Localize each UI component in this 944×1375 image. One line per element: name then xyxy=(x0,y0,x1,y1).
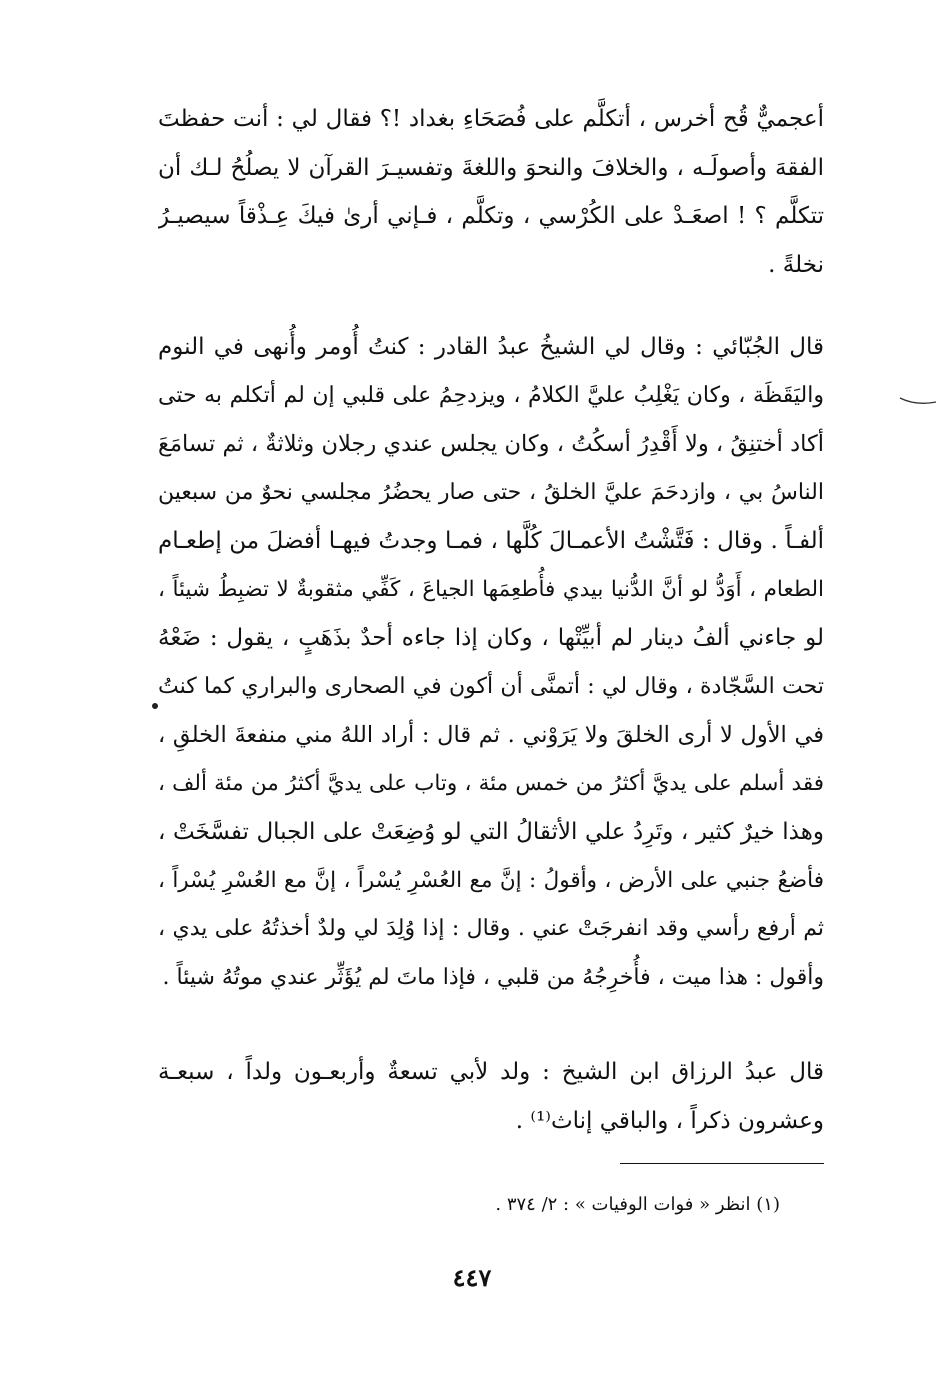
text-line: قال الجُبّائي : وقال لي الشيخُ عبدُ القادر : كنتُ أُومر وأُنهى في النوم xyxy=(158,334,824,360)
text-line: ثم أرفع رأسي وقد انفرجَتْ عني . وقال : إذا وُلِدَ لي ولدٌ أخذتُهُ على يدي ، xyxy=(158,916,824,941)
page-number: ٤٤٧ xyxy=(452,1263,492,1292)
text-line: الفقهَ وأصولَـه ، والخلافَ والنحوَ واللغةَ وتفسيـرَ القرآن لا يصلُحُ لـك أن xyxy=(158,154,824,181)
text-line: فأضعُ جنبي على الأرض ، وأقولُ : إنَّ مع العُسْرِ يُسْراً ، إنَّ مع العُسْرِ يُسْراً ، xyxy=(158,867,824,893)
text-line: واليَقَظَة ، وكان يَغْلِبُ عليَّ الكلامُ ، ويزدحِمُ على قلبي إن لم أتكلم به حتى xyxy=(158,382,824,408)
paragraph-1 xyxy=(158,95,824,289)
text-line: تحت السَّجّادة ، وقال لي : أتمنَّى أن أكون في الصحارى والبراري كما كنتُ xyxy=(158,673,824,699)
text-line: قال عبدُ الرزاق ابن الشيخ : ولد لأبي تسعةٌ وأربعـون ولداً ، سبعـة xyxy=(158,1059,824,1085)
margin-dot-mark xyxy=(152,703,158,709)
paragraph-3 xyxy=(158,1048,824,1145)
text-line: فقد أسلم على يديَّ أكثرُ من خمس مئة ، وتاب على يديَّ أكثرُ من مئة ألف ، xyxy=(158,770,824,796)
text-line: وعشرون ذكراً ، والباقي إناث⁽¹⁾ . xyxy=(515,1107,824,1134)
text-line: وهذا خيرٌ كثير ، وتَرِدُ علي الأثقالُ التي لو وُضِعَتْ على الجبال تفسَّخَتْ ، xyxy=(158,819,824,845)
text-line: الطعام ، أَوَدُّ لو أنَّ الدُّنيا بيدي فأُطعِمَها الجياعَ ، كَفِّي مثقوبةٌ لا تضبِطُ شيئاً ، xyxy=(158,576,824,602)
text-line: لو جاءني ألفُ دينار لم أبيِّتْها ، وكان إذا جاءه أحدٌ بذَهَبٍ ، يقول : ضَعْهُ xyxy=(158,625,824,651)
text-line: الناسُ بي ، وازدحَمَ عليَّ الخلقُ ، حتى صار يحضُرُ مجلسي نحوٌ من سبعين xyxy=(158,479,824,505)
text-line: نخلةً . xyxy=(768,251,824,278)
text-line: تتكلَّم ؟ ! اصعَـدْ على الكُرْسي ، وتكلَّم ، فـإني أرىٰ فيكَ عِـذْقاً سيصيـرُ xyxy=(158,203,824,229)
text-line: ألفـاً . وقال : فَتَّشْتُ الأعمـالَ كُلَّها ، فمـا وجدتُ فيهـا أفضلَ من إطعـام xyxy=(158,528,824,554)
footnote-divider xyxy=(620,1163,824,1164)
text-line: أعجميٌّ قُح أخرس ، أتكلَّم على فُصَحَاءِ بغداد !؟ فقال لي : أنت حفظتَ xyxy=(158,106,824,132)
text-line: وأقول : هذا ميت ، فأُخرِجُهُ من قلبي ، فإذا ماتَ لم يُؤَثِّر عندي موتُهُ شيئاً . xyxy=(162,964,824,990)
paragraph-2 xyxy=(158,323,824,1002)
margin-tick-mark xyxy=(898,394,938,406)
text-line: أكاد أختنِقُ ، ولا أَقْدِرُ أسكُتُ ، وكان يجلس عندي رجلان وثلاثةٌ ، ثم تسامَعَ xyxy=(158,431,824,457)
footnote: (١) انظر « فوات الوفيات » : ٢/ ٣٧٤ . xyxy=(495,1194,780,1215)
text-line: في الأول لا أرى الخلقَ ولا يَرَوْني . ثم قال : أراد اللهُ مني منفعةَ الخلقِ ، xyxy=(158,722,824,748)
